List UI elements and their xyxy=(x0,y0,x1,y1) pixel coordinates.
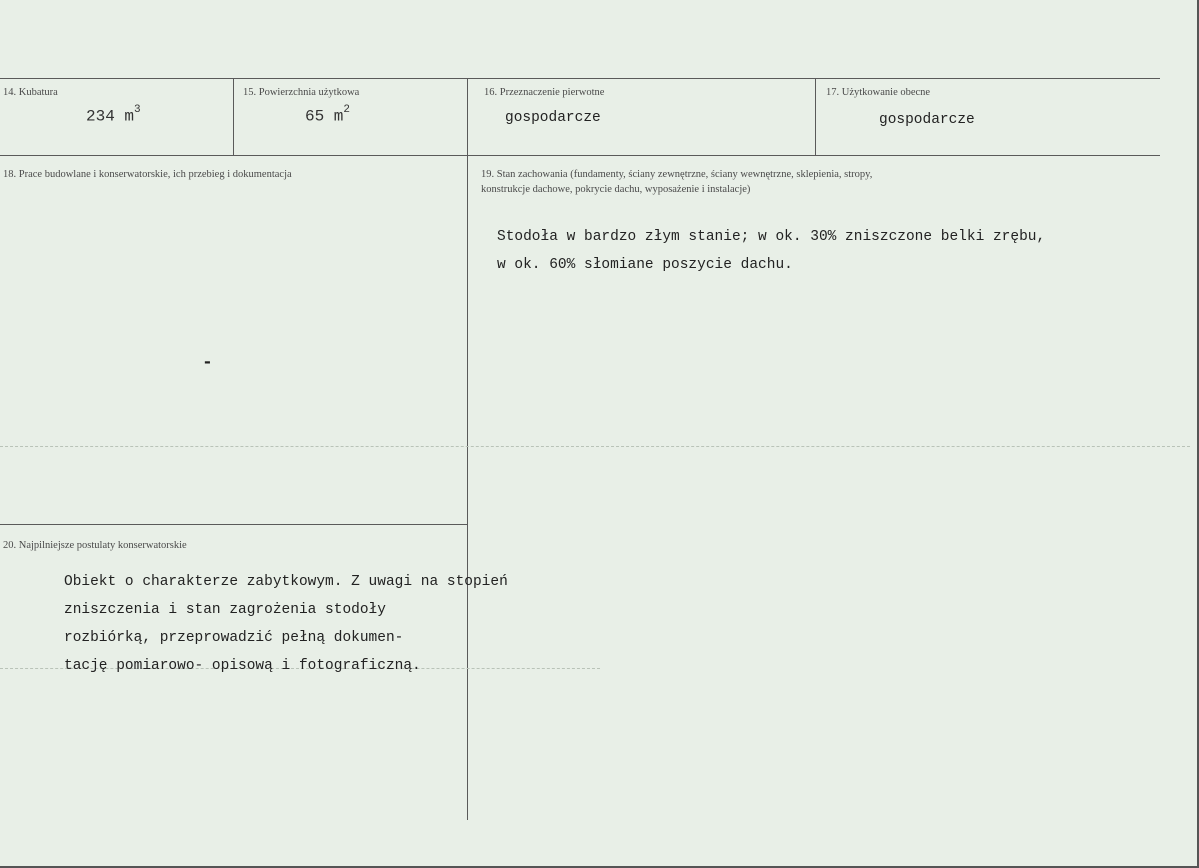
postulaty-text-line: rozbiórką, przeprowadzić pełną dokumen- xyxy=(64,630,404,646)
kubatura-value: 234 $m^3$ xyxy=(86,104,141,126)
postulaty-text-line: tację pomiarowo- opisową i fotograficzną. xyxy=(64,658,421,674)
powierzchnia-exponent: 2 xyxy=(343,104,351,116)
stan-text-line: Stodoła w bardzo złym stanie; w ok. 30% zniszczone belki zrębu, xyxy=(497,229,1046,245)
row-rule xyxy=(0,155,1160,156)
przeznaczenie-label: 16. Przeznaczenie pierwotne xyxy=(484,87,605,98)
prace-label: 18. Prace budowlane i konserwatorskie, ich przebieg i dokumentacja xyxy=(3,169,292,180)
postulaty-text xyxy=(64,568,508,680)
stan-text xyxy=(497,223,1045,279)
powierzchnia-value: 65 $m^2$ xyxy=(305,104,351,126)
col-divider-3 xyxy=(815,78,816,155)
przeznaczenie-value: gospodarcze xyxy=(505,110,601,126)
section-20-rule xyxy=(0,524,467,525)
postulaty-text-line: Obiekt o charakterze zabytkowym. Z uwagi na stopień xyxy=(64,574,508,590)
col-divider-2 xyxy=(467,78,468,820)
kubatura-exponent: 3 xyxy=(134,104,141,116)
uzytkowanie-label: 17. Użytkowanie obecne xyxy=(826,87,931,98)
powierzchnia-label: 15. Powierzchnia użytkowa xyxy=(243,87,360,98)
postulaty-label: 20. Najpilniejsze postulaty konserwatorskie xyxy=(3,540,187,551)
col-divider-1 xyxy=(233,78,234,155)
stan-text-line: w ok. 60% słomiane poszycie dachu. xyxy=(497,257,793,273)
uzytkowanie-value: gospodarcze xyxy=(879,112,975,128)
prace-value: - xyxy=(202,353,213,373)
guide-line xyxy=(0,446,1190,447)
kubatura-label: 14. Kubatura xyxy=(3,87,58,98)
top-rule xyxy=(0,78,1160,79)
stan-label-line-2: konstrukcje dachowe, pokrycie dachu, wyposażenie i instalacje) xyxy=(481,184,751,195)
stan-label-line-1: 19. Stan zachowania (fundamenty, ściany zewnętrzne, ściany wewnętrzne, sklepienia, stropy, xyxy=(481,169,873,180)
postulaty-text-line: zniszczenia i stan zagrożenia stodoły xyxy=(64,602,386,618)
